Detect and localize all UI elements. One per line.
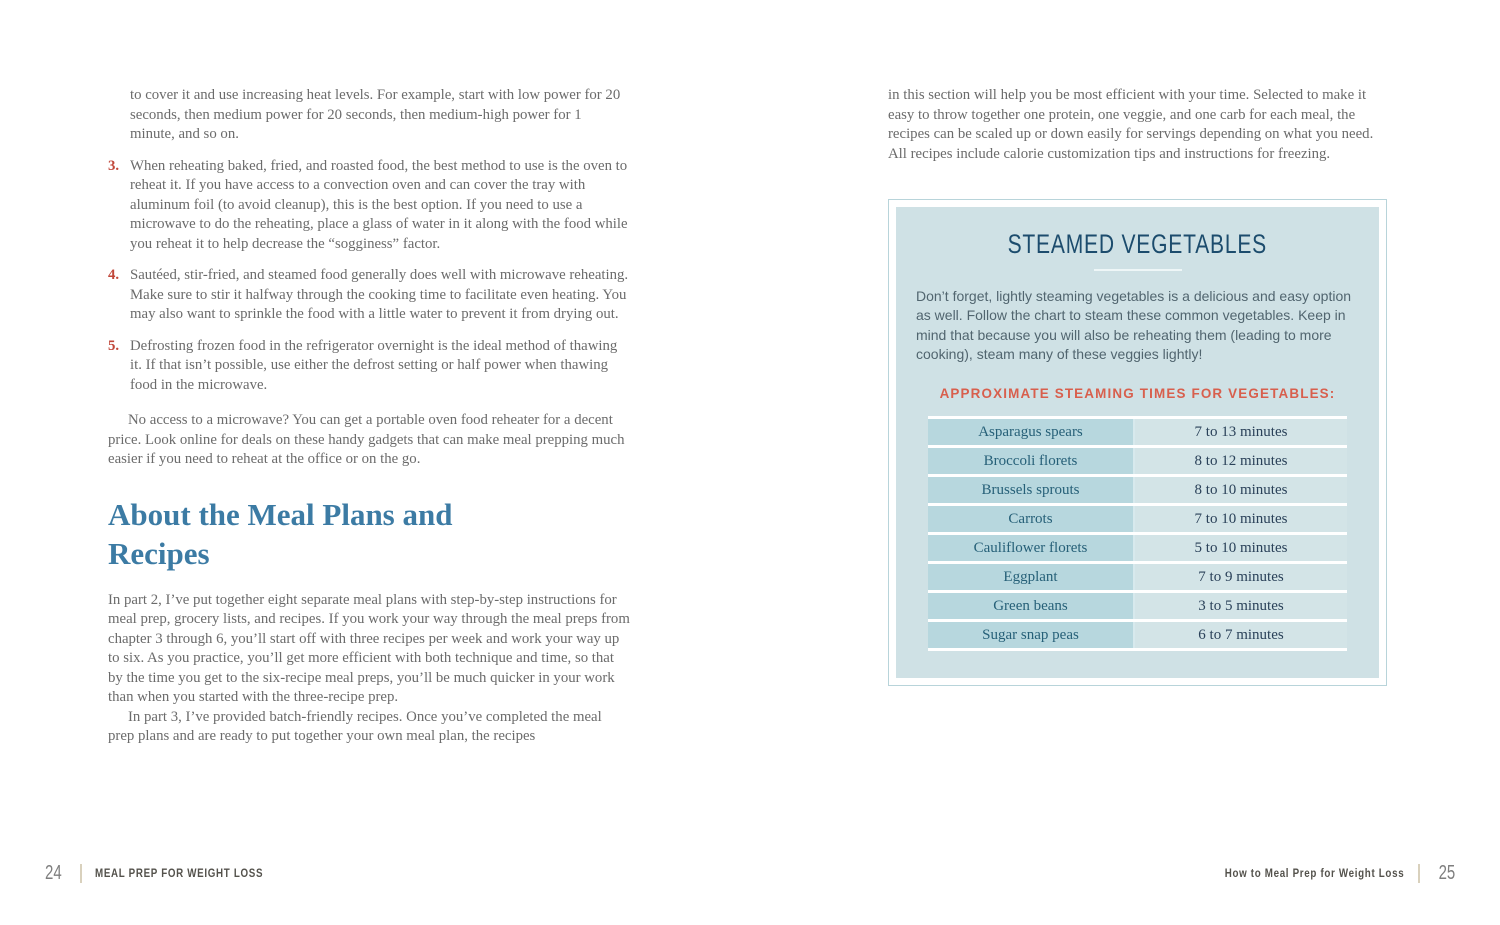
footer-chapter-title: How to Meal Prep for Weight Loss xyxy=(1225,867,1405,880)
paragraph-part3: In part 3, I’ve provided batch-friendly recipes. Once you’ve completed the meal prep plans and are ready to put together your own meal plan, the recipes xyxy=(108,708,602,744)
vegetable-name-cell: Eggplant xyxy=(928,564,1135,590)
list-item-text: When reheating baked, fried, and roasted food, the best method to use is the oven to reheat it. If you have access to a convection oven and can cover the tray with aluminum foil (to avoid cleanup), this is the best option. If you need to use a microwave to do the reheating, place a glass of water in it along with the food while you reheat it to help decrease the “sogginess” factor. xyxy=(130,157,628,252)
list-item-text: Defrosting frozen food in the refrigerator overnight is the ideal method of thawing it. If that isn’t possible, use either the defrost setting or half power when thawing food in the microwave. xyxy=(130,337,618,393)
table-row xyxy=(928,448,1347,477)
title-underline xyxy=(1094,269,1182,271)
paragraph-intro-right: in this section will help you be most efficient with your time. Selected to make it easy to throw together one protein, one veggie, and one carb for each meal, the recipes can be scaled up or down easily for servings depending on what you need. All recipes include calorie customization tips and instructions for freezing. xyxy=(888,87,1374,162)
steaming-times-table xyxy=(928,416,1347,651)
steaming-time-cell: 3 to 5 minutes xyxy=(1135,593,1347,619)
list-number: 5. xyxy=(108,337,120,354)
steamed-vegetables-box-inner xyxy=(896,207,1379,678)
table-row xyxy=(928,477,1347,506)
list-number: 3. xyxy=(108,157,120,174)
numbered-list-item-3 xyxy=(108,157,630,255)
vegetable-name-cell: Brussels sprouts xyxy=(928,477,1135,503)
footer-left xyxy=(45,862,293,885)
steaming-time-cell: 5 to 10 minutes xyxy=(1135,535,1347,561)
steaming-times-heading: APPROXIMATE STEAMING TIMES FOR VEGETABLES: xyxy=(939,385,1336,402)
page-number-right: 25 xyxy=(1438,862,1455,884)
vegetable-name-cell: Broccoli florets xyxy=(928,448,1135,474)
box-description: Don’t forget, lightly steaming vegetables is a delicious and easy option as well. Follow the chart to steam these common vegetables. Keep in mind that because you will also be reheating them (leading to more cooking), steam many of these veggies lightly! xyxy=(916,288,1352,362)
table-row xyxy=(928,419,1347,448)
vegetable-name-cell: Carrots xyxy=(928,506,1135,532)
page-left xyxy=(108,86,630,747)
steaming-time-cell: 7 to 13 minutes xyxy=(1135,419,1347,445)
steaming-time-cell: 7 to 9 minutes xyxy=(1135,564,1347,590)
vegetable-name-cell: Cauliflower florets xyxy=(928,535,1135,561)
list-item-text: Sautéed, stir-fried, and steamed food generally does well with microwave reheating. Make sure to stir it halfway through the cooking time to facilitate even heating. You may also want to sprinkle the food with a little water to prevent it from drying out. xyxy=(130,267,629,322)
vegetable-name-cell: Asparagus spears xyxy=(928,419,1135,445)
table-row xyxy=(928,506,1347,535)
vegetable-name-cell: Sugar snap peas xyxy=(928,622,1135,648)
footer-divider xyxy=(80,864,82,883)
table-row xyxy=(928,593,1347,622)
page-right xyxy=(888,86,1390,686)
table-row xyxy=(928,564,1347,593)
numbered-list-item-4 xyxy=(108,266,630,325)
paragraph-part2: In part 2, I’ve put together eight separate meal plans with step-by-step instructions for meal prep, grocery lists, and recipes. If you work your way through the meal preps from chapter 3 through 6, you’ll start off with three recipes per week and work your way up to six. As you practice, you’ll get more efficient with both technique and time, so that by the time you get to the six-recipe meal preps, you’ll be much quicker in your work than when you started with the three-recipe prep. xyxy=(108,591,630,705)
steamed-vegetables-box xyxy=(888,199,1387,686)
footer-right xyxy=(1193,862,1455,885)
table-row xyxy=(928,622,1347,651)
list-number: 4. xyxy=(108,267,120,283)
numbered-list-item-5 xyxy=(108,337,630,396)
vegetable-name-cell: Green beans xyxy=(928,593,1135,619)
table-row xyxy=(928,535,1347,564)
paragraph-continuation: to cover it and use increasing heat levels. For example, start with low power for 20 seconds, then medium power for 20 seconds, then medium-high power for 1 minute, and so on. xyxy=(130,87,621,142)
steaming-time-cell: 6 to 7 minutes xyxy=(1135,622,1347,648)
steaming-time-cell: 7 to 10 minutes xyxy=(1135,506,1347,532)
footer-divider xyxy=(1418,864,1420,883)
footer-book-title: MEAL PREP FOR WEIGHT LOSS xyxy=(95,867,264,880)
paragraph-microwave-tip: No access to a microwave? You can get a portable oven food reheater for a decent price. Look online for deals on these handy gadgets that can make meal prepping much easier if you need to reheat at the office or on the go. xyxy=(108,412,625,467)
box-title: STEAMED VEGETABLES xyxy=(1007,229,1268,259)
steaming-time-cell: 8 to 10 minutes xyxy=(1135,477,1347,503)
section-heading: About the Meal Plans and Recipes xyxy=(108,496,453,571)
steaming-time-cell: 8 to 12 minutes xyxy=(1135,448,1347,474)
page-number-left: 24 xyxy=(45,862,62,884)
